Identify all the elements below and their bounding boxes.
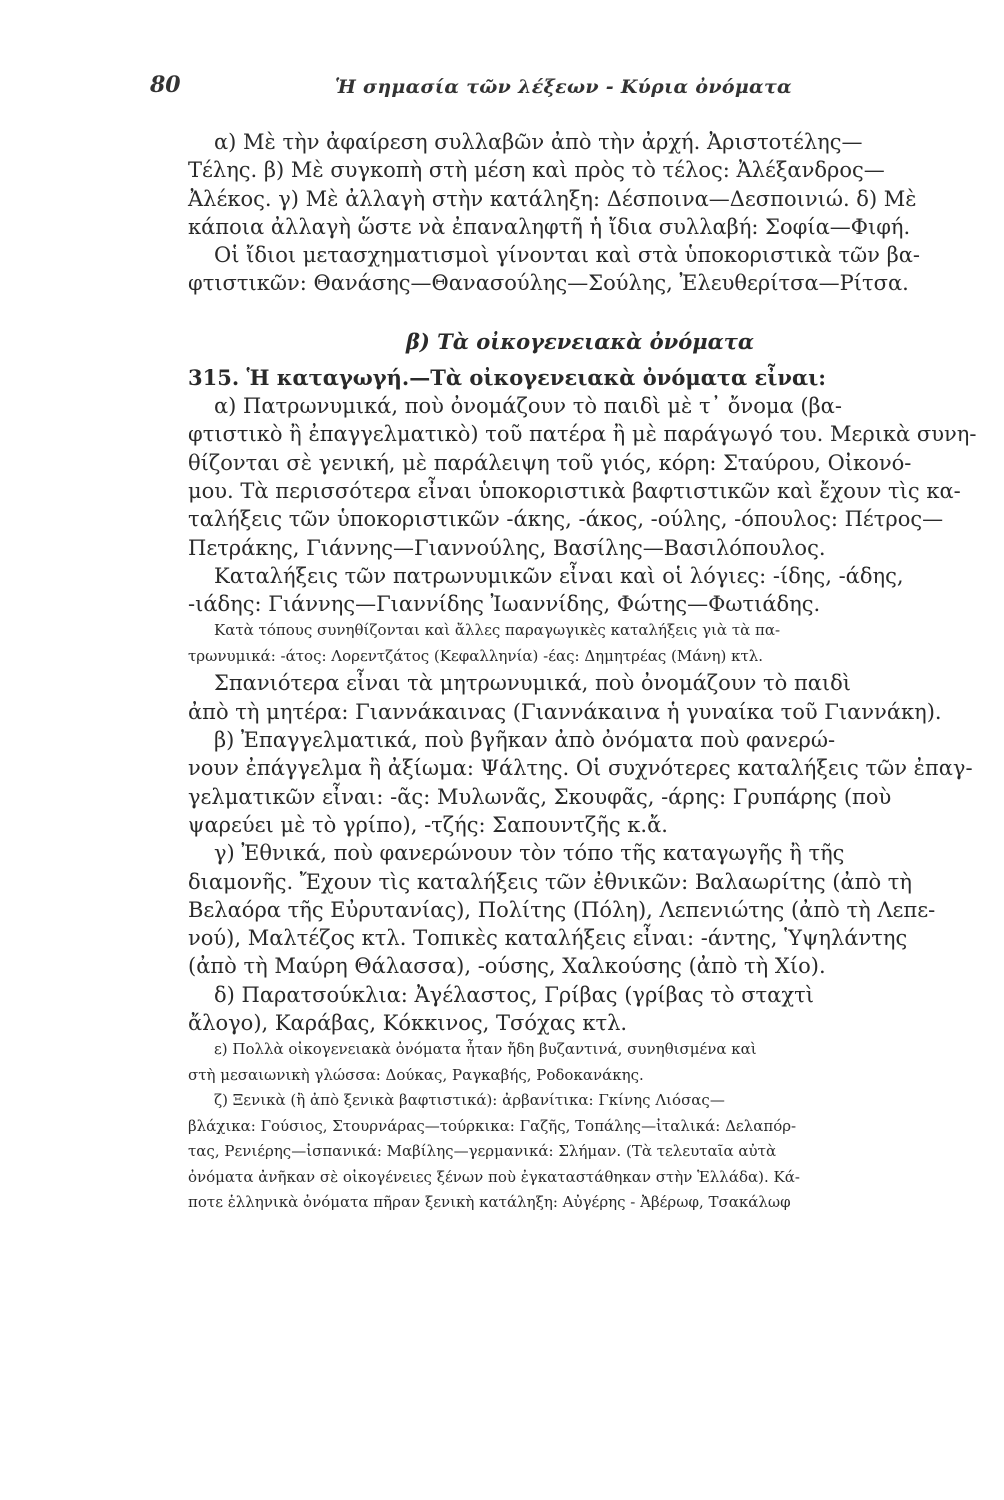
footnote-line: ὀνόματα ἀνῆκαν σὲ οἰκογένειες ξένων ποὺ ἐγκαταστάθηκαν στὴν Ἑλλάδα). Κά- [188,1167,800,1186]
footnote-line: τρωνυμικά: -άτος: Λορεντζάτος (Κεφαλληνία) -έας: Δημητρέας (Μάνη) κτλ. [188,646,764,665]
text-line: Πετράκης, Γιάννης—Γιαννούλης, Βασίλης—Βασιλόπουλος. [188,535,826,560]
text-line: θίζονται σὲ γενική, μὲ παράλειψη τοῦ γιός, κόρη: Σταύρου, Οἰκονό- [188,450,912,475]
text-line: φτιστικὸ ἢ ἐπαγγελματικὸ) τοῦ πατέρα ἢ μὲ παράγωγό του. Μερικὰ συνη- [188,422,977,447]
text-line: φτιστικῶν: Θανάσης—Θανασούλης—Σούλης, Ἐλευθερίτσα—Ρίτσα. [188,271,909,296]
spacer [188,356,932,364]
text-line: Καταλήξεις τῶν πατρωνυμικῶν εἶναι καὶ οἱ λόγιες: -ίδης, -άδης, [214,563,904,588]
text-line: μου. Τὰ περισσότερα εἶναι ὑποκοριστικὰ βαφτιστικῶν καὶ ἔχουν τὶς κα- [188,478,961,503]
footnote-line: τας, Ρενιέρης—ἰσπανικά: Μαβίλης—γερμανικά: Σλήμαν. (Τὰ τελευταῖα αὐτὰ [188,1142,777,1161]
text-line: β) Ἐπαγγελματικά, ποὺ βγῆκαν ἀπὸ ὀνόματα ποὺ φανερώ- [214,728,836,753]
text-line: ἄλογο), Καράβας, Κόκκινος, Τσόχας κτλ. [188,1011,628,1036]
text-line: ψαρεύει μὲ τὸ γρίπο), -τζής: Σαπουντζῆς κ.ἄ. [188,812,668,837]
text-line: ταλήξεις τῶν ὑποκοριστικῶν -άκης, -άκος, -ούλης, -όπουλος: Πέτρος— [188,507,944,532]
spacer [188,298,932,328]
text-line: ἀπὸ τὴ μητέρα: Γιαννάκαινας (Γιαννάκαινα ἡ γυναίκα τοῦ Γιαννάκη). [188,699,942,724]
page-header [150,72,930,112]
text-line: (ἀπὸ τὴ Μαύρη Θάλασσα), -ούσης, Χαλκούσης (ἀπὸ τὴ Χίο). [188,954,826,979]
text-line: νουν ἐπάγγελμα ἢ ἀξίωμα: Ψάλτης. Οἱ συχνότερες καταλήξεις τῶν ἐπαγ- [188,756,973,781]
paragraph-315-heading: 315. Ἡ καταγωγή.—Τὰ οἰκογενειακὰ ὀνόματα εἶναι: [188,364,827,390]
text-line: Ἀλέκος. γ) Μὲ ἀλλαγὴ στὴν κατάληξη: Δέσποινα—Δεσποινιώ. δ) Μὲ [188,186,917,211]
footnote-line: ε) Πολλὰ οἰκογενειακὰ ὀνόματα ἦταν ἤδη βυζαντινά, συνηθισμένα καὶ [214,1040,757,1059]
text-line: Σπανιότερα εἶναι τὰ μητρωνυμικά, ποὺ ὀνομάζουν τὸ παιδὶ [214,671,852,696]
footnote-line: ζ) Ξενικὰ (ἢ ἀπὸ ξενικὰ βαφτιστικά): ἀρβανίτικα: Γκίνης Λιόσας— [214,1091,725,1110]
footnote-line: βλάχικα: Γούσιος, Στουρνάρας—τούρκικα: Γαζῆς, Τοπάλης—ἰταλικά: Δελαπόρ- [188,1116,797,1135]
text-line: γ) Ἐθνικά, ποὺ φανερώνουν τὸν τόπο τῆς καταγωγῆς ἢ τῆς [214,841,845,866]
body-text [188,128,977,1216]
text-line: κάποια ἀλλαγὴ ὥστε νὰ ἐπαναληφτῆ ἡ ἴδια συλλαβή: Σοφία—Φιφή. [188,214,911,239]
text-line: νού), Μαλτέζος κτλ. Τοπικὲς καταλήξεις εἶναι: -άντης, Ὑψηλάντης [188,926,908,951]
footnote-line: ποτε ἑλληνικὰ ὀνόματα πῆραν ξενικὴ κατάληξη: Αὐγέρης - Ἀβέρωφ, Τσακάλωφ [188,1193,791,1212]
text-line: -ιάδης: Γιάννης—Γιαννίδης Ἰωαννίδης, Φώτης—Φωτιάδης. [188,592,821,617]
section-heading: β) Τὰ οἰκογενειακὰ ὀνόματα [405,328,755,354]
text-line: α) Πατρωνυμικά, ποὺ ὀνομάζουν τὸ παιδὶ μὲ τ᾽ ὄνομα (βα- [214,394,842,419]
running-title: Ἡ σημασία τῶν λέξεων - Κύρια ὀνόματα [335,76,792,98]
footnote-line: στὴ μεσαιωνικὴ γλώσσα: Δούκας, Ραγκαβής, Ροδοκανάκης. [188,1065,644,1084]
text-line: διαμονῆς. Ἔχουν τὶς καταλήξεις τῶν ἐθνικῶν: Βαλαωρίτης (ἀπὸ τὴ [188,869,912,894]
text-line: α) Μὲ τὴν ἀφαίρεση συλλαβῶν ἀπὸ τὴν ἀρχή. Ἀριστοτέλης— [214,130,863,154]
text-line: δ) Παρατσούκλια: Ἀγέλαστος, Γρίβας (γρίβας τὸ σταχτὶ [214,982,814,1007]
page-number: 80 [150,72,181,98]
text-line: γελματικῶν εἶναι: -ᾶς: Μυλωνᾶς, Σκουφᾶς, -άρης: Γρυπάρης (ποὺ [188,784,892,809]
text-line: Τέλης. β) Μὲ συγκοπὴ στὴ μέση καὶ πρὸς τὸ τέλος: Ἀλέξανδρος— [188,158,885,183]
footnote-line: Κατὰ τόπους συνηθίζονται καὶ ἄλλες παραγωγικὲς καταλήξεις γιὰ τὰ πα- [214,621,781,640]
text-line: Οἱ ἴδιοι μετασχηματισμοὶ γίνονται καὶ στὰ ὑποκοριστικὰ τῶν βα- [214,243,920,268]
text-line: Βελαόρα τῆς Εὐρυτανίας), Πολίτης (Πόλη), Λεπενιώτης (ἀπὸ τὴ Λεπε- [188,897,936,922]
